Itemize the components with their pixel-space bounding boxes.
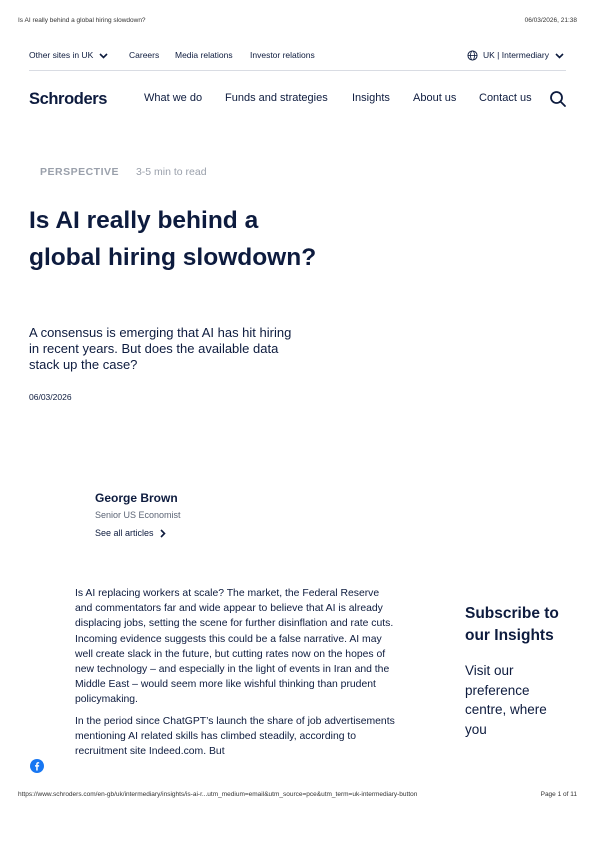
chevron-down-icon [99,53,108,59]
careers-link[interactable]: Careers [129,50,160,60]
nav-about-us[interactable]: About us [413,92,457,104]
publish-date: 06/03/2026 [29,392,72,402]
article-meta [40,166,207,178]
region-label: UK | Intermediary [483,50,549,60]
main-nav [29,88,569,112]
subscribe-text: Visit our preference centre, where you [465,663,547,737]
print-page-title: Is AI really behind a global hiring slowdown? [18,17,146,24]
print-url: https://www.schroders.com/en-gb/uk/intermediary/insights/is-ai-r...utm_medium=email&utm_source=pce&utm_term=uk-intermediary-button [18,791,418,798]
globe-icon [467,50,478,61]
author-name: George Brown [95,491,178,505]
investor-relations-link[interactable]: Investor relations [250,50,315,60]
print-footer [18,791,577,801]
nav-what-we-do[interactable]: What we do [144,92,203,104]
subscribe-panel [465,603,565,739]
facebook-icon[interactable] [30,759,44,773]
nav-funds-and-strategies[interactable]: Funds and strategies [225,92,328,104]
search-icon[interactable] [549,90,567,108]
region-selector[interactable] [467,50,564,61]
body-paragraph: In the period since ChatGPT’s launch the share of job advertisements mentioning AI related skills has climbed steadily, according to recruitment site Indeed.com. But [75,715,395,758]
print-datetime: 06/03/2026, 21:38 [524,17,577,24]
see-all-articles-link[interactable] [95,528,166,538]
nav-insights[interactable]: Insights [352,92,390,104]
subscribe-title: Subscribe to our Insights [465,605,559,644]
other-sites-dropdown[interactable] [29,50,108,60]
article-standfirst: A consensus is emerging that AI has hit hiring in recent years. But does the available data stack up the case? [29,325,292,372]
author-role: Senior US Economist [95,510,181,520]
see-all-articles-label: See all articles [95,528,154,538]
chevron-down-icon [555,53,564,59]
article-title: Is AI really behind a global hiring slowdown? [29,207,317,271]
other-sites-label: Other sites in UK [29,50,94,60]
page-number: Page 1 of 11 [540,791,577,798]
print-header [18,17,577,27]
read-time: 3-5 min to read [135,166,207,178]
article-kicker: PERSPECTIVE [40,166,120,178]
media-relations-link[interactable]: Media relations [175,50,233,60]
nav-contact-us[interactable]: Contact us [479,92,532,104]
utility-bar [29,47,566,71]
schroders-logo[interactable]: Schroders [29,90,108,108]
chevron-right-icon [160,529,166,538]
article-body [75,586,395,765]
body-paragraph: Is AI replacing workers at scale? The market, the Federal Reserve and commentators far and wide appear to believe that AI is already displacing jobs, setting the scene for further disinflation and rate cuts. Incoming evidence suggests this could be a false narrative. AI may well create slack in the future, but cutting rates now on the hopes of new technology – and especially in the light of events in Iran and the Middle East – would seem more like wishful thinking than prudent policymaking. [75,588,394,706]
